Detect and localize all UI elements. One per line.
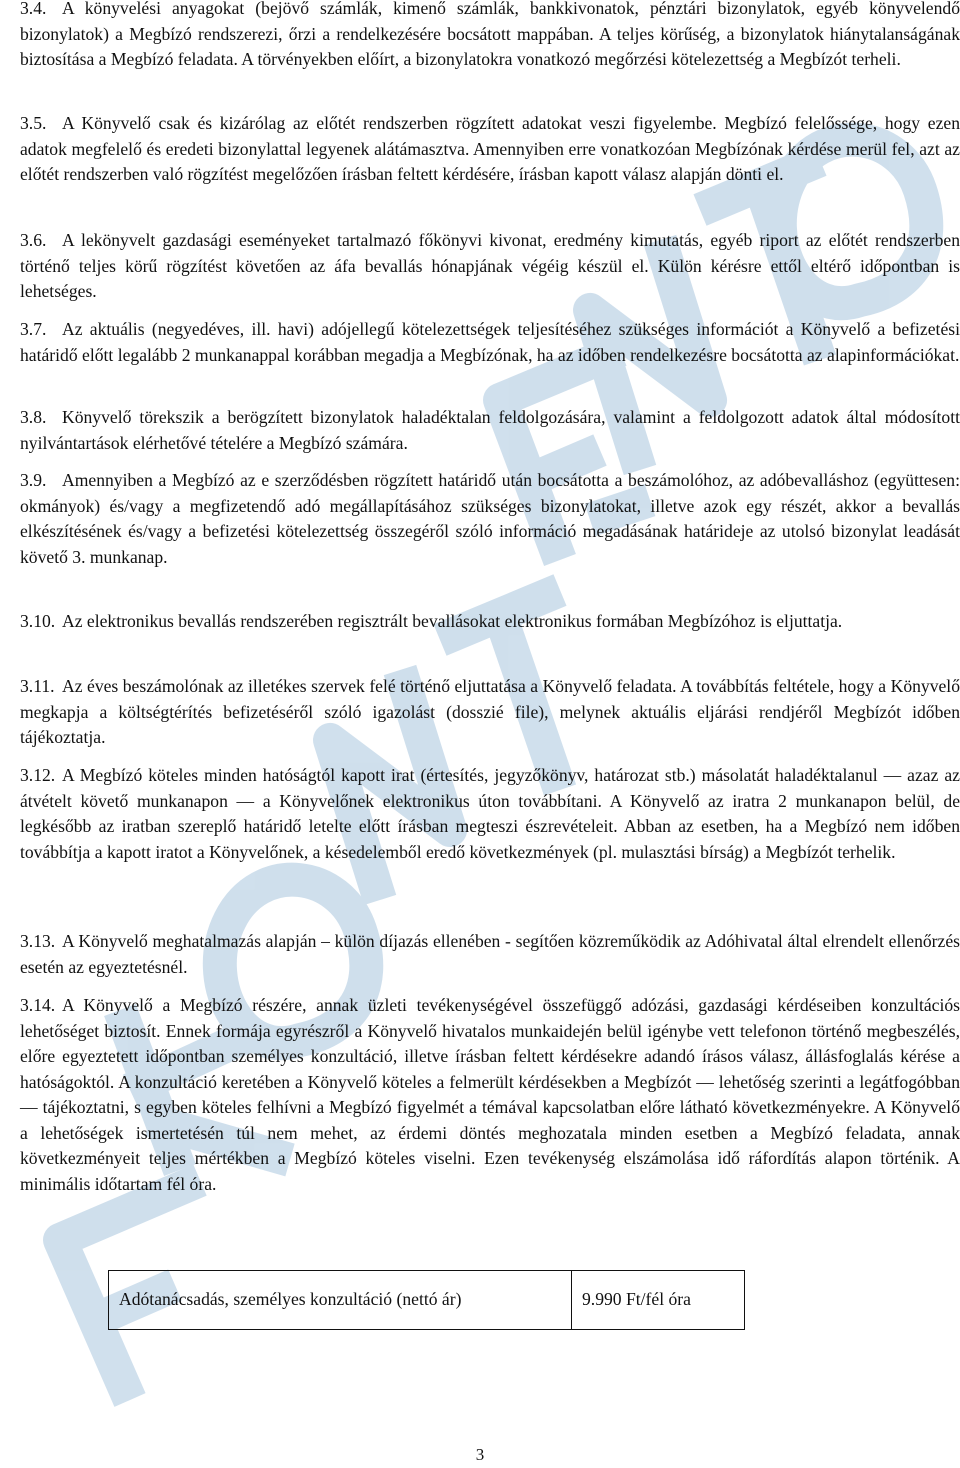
paragraph-text: Az éves beszámolónak az illetékes szervek felé történő eljuttatása a Könyvelő feladata. A továbbítás feltétele, hogy a Könyvelő megkapja a költségtérítés befizetéséről szóló igazolást (dosszié file), melynek aktuális eljárási rendjéről Megbízót időben tájékoztatja. (20, 676, 960, 747)
paragraph-text: A Könyvelő meghatalmazás alapján – külön díjazás ellenében - segítően közreműködik az Adóhivatal által elrendelt ellenőrzés esetén az egyeztetésnél. (20, 931, 960, 977)
page-number: 3 (475, 1445, 485, 1464)
price-table (108, 1270, 745, 1330)
paragraph-number: 3.13. (20, 931, 56, 951)
paragraph-number: 3.6. (20, 230, 47, 250)
paragraph-number: 3.12. (20, 765, 56, 785)
table-row (109, 1271, 745, 1330)
paragraph-3-12 (20, 763, 960, 865)
paragraph-3-11 (20, 674, 960, 751)
price-value-cell: 9.990 Ft/fél óra (572, 1271, 745, 1330)
paragraph-number: 3.8. (20, 407, 47, 427)
paragraph-text: A könyvelési anyagokat (bejövő számlák, kimenő számlák, bankkivonatok, pénztári bizonylatok, egyéb könyvelendő bizonylatok) a Megbízó rendszerezi, őrzi a rendelkezésére bocsátott mappában. A teljes körűség, a bizonylatok hiánytalanságának biztosítása a Megbízó feladata. A törvényekben előírt, a bizonylatokra vonatkozó megőrzési kötelezettség a Megbízót terheli. (20, 0, 960, 69)
paragraph-text: Amennyiben a Megbízó az e szerződésben rögzített határidő után bocsátotta a beszámolóhoz, az adóbevalláshoz (együttesen: okmányok) és/vagy a megfizetendő adó megállapításához szükséges bizonylatokat, illetve azok egy részét, akkor a bevallás elkészítésének és/vagy a befizetési kötelezettség összegéről szóló információ megadásának határideje az utolsó bizonylat leadását követő 3. munkanap. (20, 470, 960, 567)
paragraph-number: 3.10. (20, 611, 56, 631)
paragraph-3-14 (20, 993, 960, 1197)
paragraph-number: 3.9. (20, 470, 47, 490)
paragraph-3-13 (20, 929, 960, 980)
paragraph-number: 3.7. (20, 319, 47, 339)
paragraph-3-9 (20, 468, 960, 570)
paragraph-text: A Könyvelő a Megbízó részére, annak üzleti tevékenységével összefüggő adózási, gazdasági kérdéseiben konzultációs lehetőséget biztosít. Ennek formája egyrészről a Könyvelő hivatalos munkaidején belül igénybe vett telefonon történő megbeszélés, előre egyeztetett időpontban személyes konzultáció, illetve írásban feltett kérdésekre adandó írásos válasz, állásfoglalás kérése a hatóságoktól. A konzultáció keretében a Könyvelő köteles a felmerült kérdésekben a Megbízót — lehetőség szerinti a legátfogóbban — tájékoztatni, s egyben köteles felhívni a Megbízó figyelmét a témával kapcsolatban előre látható következményekre. A Könyvelő a lehetőségek ismertetésén túl nem mehet, az érdemi döntés meghozatala minden esetben a Megbízó feladata, annak következményeit teljes mértékben a Megbízó köteles viselni. Ezen tevékenység elszámolása idő ráfordítás alapon történik. A minimális időtartam fél óra. (20, 995, 960, 1194)
paragraph-text: Könyvelő törekszik a berögzített bizonylatok haladéktalan feldolgozására, valamint a feldolgozott adatok által módosított nyilvántartások elérhetővé tételére a Megbízó számára. (20, 407, 960, 453)
paragraph-text: A Megbízó köteles minden hatóságtól kapott irat (értesítés, jegyzőkönyv, határozat stb.) másolatát haladéktalanul — azaz az átvételt követő munkanapon — a Könyvelőnek elektronikus úton továbbítani. A Könyvelő az iratra 2 munkanapon belül, de legkésőbb az iratban szereplő határidő letelte előtt írásban megteszi észrevételeit. Abban az esetben, ha a Megbízó nem időben továbbítja a kapott iratot a Könyvelőnek, a késedelemből eredő következmények (pl. mulasztási bírság) a Megbízót terhelik. (20, 765, 960, 862)
price-label-cell: Adótanácsadás, személyes konzultáció (nettó ár) (109, 1271, 572, 1330)
paragraph-3-5 (20, 111, 960, 188)
paragraph-number: 3.4. (20, 0, 47, 18)
paragraph-3-6 (20, 228, 960, 305)
paragraph-number: 3.5. (20, 113, 47, 133)
paragraph-text: A Könyvelő csak és kizárólag az előtét rendszerben rögzített adatokat veszi figyelembe. Megbízó felelőssége, hogy ezen adatok megfelelő és eredeti bizonylattal legyenek alátámasztva. Amennyiben erre vonatkozóan Megbízónak kérdése merül fel, azt az előtét rendszerben való rögzítést megelőzően írásban feltett kérdésére, írásban kapott válasz alapján dönti el. (20, 113, 960, 184)
paragraph-text: Az elektronikus bevallás rendszerében regisztrált bevallásokat elektronikus formában Megbízóhoz is eljuttatja. (62, 611, 843, 631)
paragraph-number: 3.14. (20, 995, 56, 1015)
paragraph-text: Az aktuális (negyedéves, ill. havi) adójellegű kötelezettségek teljesítéséhez szükséges információt a Könyvelő a befizetési határidő előtt legalább 2 munkanappal korábban megadja a Megbízónak, ha az időben rendelkezésre bocsátotta az alapinformációkat. (20, 319, 960, 365)
paragraph-3-8 (20, 405, 960, 456)
paragraph-number: 3.11. (20, 676, 55, 696)
paragraph-text: A lekönyvelt gazdasági eseményeket tartalmazó főkönyvi kivonat, eredmény kimutatás, egyéb riport az előtét rendszerben történő teljes körű rögzítést követően az áfa bevallás hónapjának végéig készül el. Külön kérésre ettől eltérő időpontban is lehetséges. (20, 230, 960, 301)
paragraph-3-4 (20, 0, 960, 73)
paragraph-3-10 (20, 609, 960, 635)
paragraph-3-7 (20, 317, 960, 368)
